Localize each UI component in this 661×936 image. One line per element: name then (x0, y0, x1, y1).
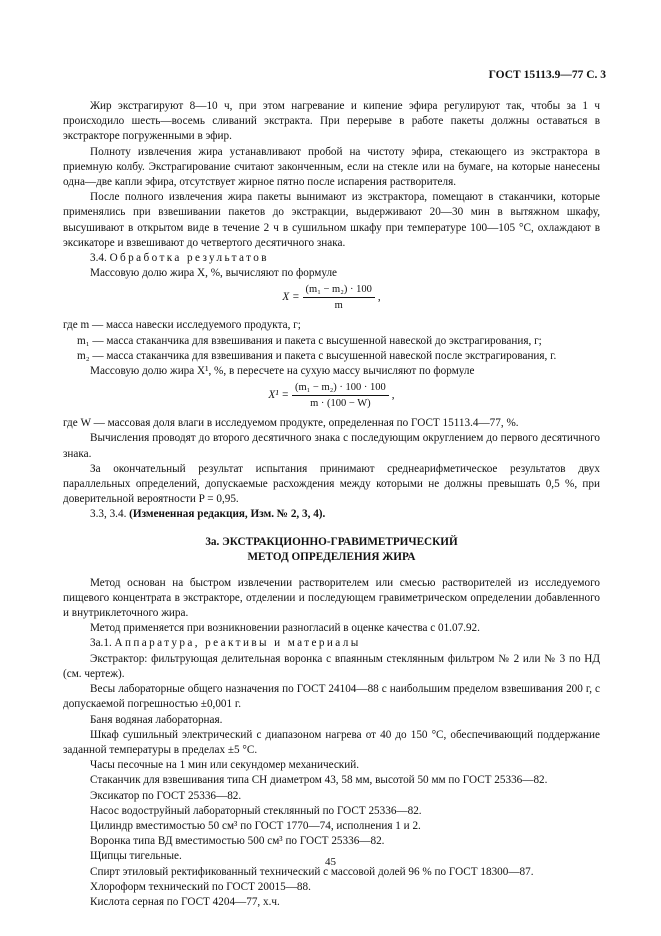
paragraph-calculation: Вычисления проводят до второго десятичного знака с последующим округлением до первого десятичного знака. (63, 432, 600, 460)
formula-fraction (292, 381, 389, 410)
section-3-4-heading (63, 251, 600, 266)
equipment-item: Хлороформ технический по ГОСТ 20015—88. (90, 880, 311, 893)
paragraph-extraction-time: Жир экстрагируют 8—10 ч, при этом нагревание и кипение эфира регулируют так, чтобы за 1 ч происходило шесть—восемь сливаний экстракта. При перерыве в работе пакеты должны оставаться в экстракторе погруженными в эфир. (63, 100, 600, 143)
equipment-item: Щипцы тигельные. (90, 850, 182, 863)
equipment-item: Кислота серная по ГОСТ 4204—77, х.ч. (90, 895, 280, 908)
amendment-text: (Измененная редакция, Изм. № 2, 3, 4). (129, 508, 326, 521)
section-3a-heading (63, 535, 600, 565)
formula-tail: , (391, 389, 395, 402)
formula-denominator: m (334, 300, 343, 312)
paragraph-method: Метод основан на быстром извлечении растворителем или смесью растворителей из исследуемого пищевого концентрата в экстракторе, отделении и последующем гравиметрическом определении добавленного и внутриклеточного жира. (63, 576, 600, 620)
section-title: Обработка результатов (109, 252, 269, 265)
variable-definitions (63, 318, 600, 364)
formula-numerator: (m₁ − m₂) · 100 · 100 (292, 381, 389, 396)
page-header: ГОСТ 15113.9—77 С. 3 (488, 69, 606, 81)
page-body (63, 99, 600, 910)
formula-denominator: m · (100 − W) (310, 398, 371, 410)
formula-fat-fraction (63, 283, 600, 315)
equipment-item: Экстрактор: фильтрующая делительная воронка с впаянным стеклянным фильтром № 2 или № 3 по НД (см. чертеж). (63, 652, 600, 680)
equipment-item: Баня водяная лабораторная. (90, 713, 223, 726)
equipment-item: Цилиндр вместимостью 50 см³ по ГОСТ 1770—74, исполнения 1 и 2. (90, 819, 421, 832)
paragraph-dry-mass: Массовую долю жира X¹, %, в пересчете на сухую массу вычисляют по формуле (90, 365, 475, 378)
paragraph-completeness: Полноту извлечения жира устанавливают пробой на чистоту эфира, стекающего из экстрактора в приемную колбу. Экстрагирование считают законченным, если на стекле или на бумаге, на которые нанесены одна—две капли эфира, отсутствует жирное пятно после испарения растворителя. (63, 145, 600, 189)
formula-tail: , (377, 291, 381, 304)
equipment-item: Насос водоструйный лабораторный стеклянный по ГОСТ 25336—82. (90, 804, 422, 817)
formula-lhs: X¹ = (268, 389, 289, 402)
formula-dry-fat-fraction (63, 381, 600, 413)
definition-m2: m₂ — масса стаканчика для взвешивания и пакета с высушенной навеской после экстрагирования, г. (77, 349, 557, 362)
definition-m1: m₁ — масса стаканчика для взвешивания и пакета с высушенной навеской до экстрагирования, г; (77, 334, 542, 347)
paragraph-apply: Метод применяется при возникновении разногласий в оценке качества с 01.07.92. (90, 622, 480, 635)
equipment-item: Шкаф сушильный электрический с диапазоном нагрева от 40 до 150 °С, обеспечивающий поддержание заданной температуры в пределах ±5 °С. (63, 728, 600, 756)
section-title: Аппаратура, реактивы и материалы (114, 637, 361, 650)
formula-lhs: X = (282, 291, 300, 304)
section-number: 3а.1. (90, 637, 112, 650)
definition-w: где W — массовая доля влаги в исследуемом продукте, определенная по ГОСТ 15113.4—77, %. (63, 417, 519, 430)
amendment-note (63, 507, 600, 522)
paragraph-after-extraction: После полного извлечения жира пакеты вынимают из экстрактора, помещают в стаканчики, которые применялись при взвешивании пакетов до экстракции, выдерживают 20—30 мин в вытяжном шкафу, высушивают в открытом виде в течение 2 ч в сушильном шкафу при температуре 100—105 °С, охлаждают в эксикаторе и взвешивают до четвертого десятичного знака. (63, 191, 600, 249)
section-3a-line1: 3а. ЭКСТРАКЦИОННО-ГРАВИМЕТРИЧЕСКИЙ (205, 535, 458, 548)
page-number: 45 (325, 856, 336, 868)
section-number: 3.4. (90, 252, 107, 265)
amendment-prefix: 3.3, 3.4. (90, 508, 127, 521)
section-3a-1-heading (63, 636, 600, 651)
equipment-item: Эксикатор по ГОСТ 25336—82. (90, 789, 242, 802)
formula-numerator: (m₁ − m₂) · 100 (303, 283, 375, 298)
equipment-item: Часы песочные на 1 мин или секундомер механический. (90, 759, 360, 772)
equipment-item: Воронка типа ВД вместимостью 500 см³ по ГОСТ 25336—82. (90, 835, 385, 848)
equipment-item: Спирт этиловый ректификованный технический с массовой долей 96 % по ГОСТ 18300—87. (90, 865, 534, 878)
paragraph-mass-fraction: Массовую долю жира X, %, вычисляют по формуле (90, 267, 337, 280)
paragraph-final-result: За окончательный результат испытания принимают среднеарифметическое результатов двух параллельных определений, допускаемые расхождения между которыми не должны превышать 0,5 %, при доверительной вероятности P = 0,95. (63, 462, 600, 506)
definition-m: где m — масса навески исследуемого продукта, г; (63, 319, 301, 332)
equipment-item: Стаканчик для взвешивания типа СН диаметром 43, 58 мм, высотой 50 мм по ГОСТ 25336—82. (90, 774, 548, 787)
section-3a-line2: МЕТОД ОПРЕДЕЛЕНИЯ ЖИРА (247, 550, 416, 563)
formula-fraction (303, 283, 375, 312)
equipment-item: Весы лабораторные общего назначения по ГОСТ 24104—88 с наибольшим пределом взвешивания 200 г, с допускаемой погрешностью ±0,001 г. (63, 683, 600, 711)
